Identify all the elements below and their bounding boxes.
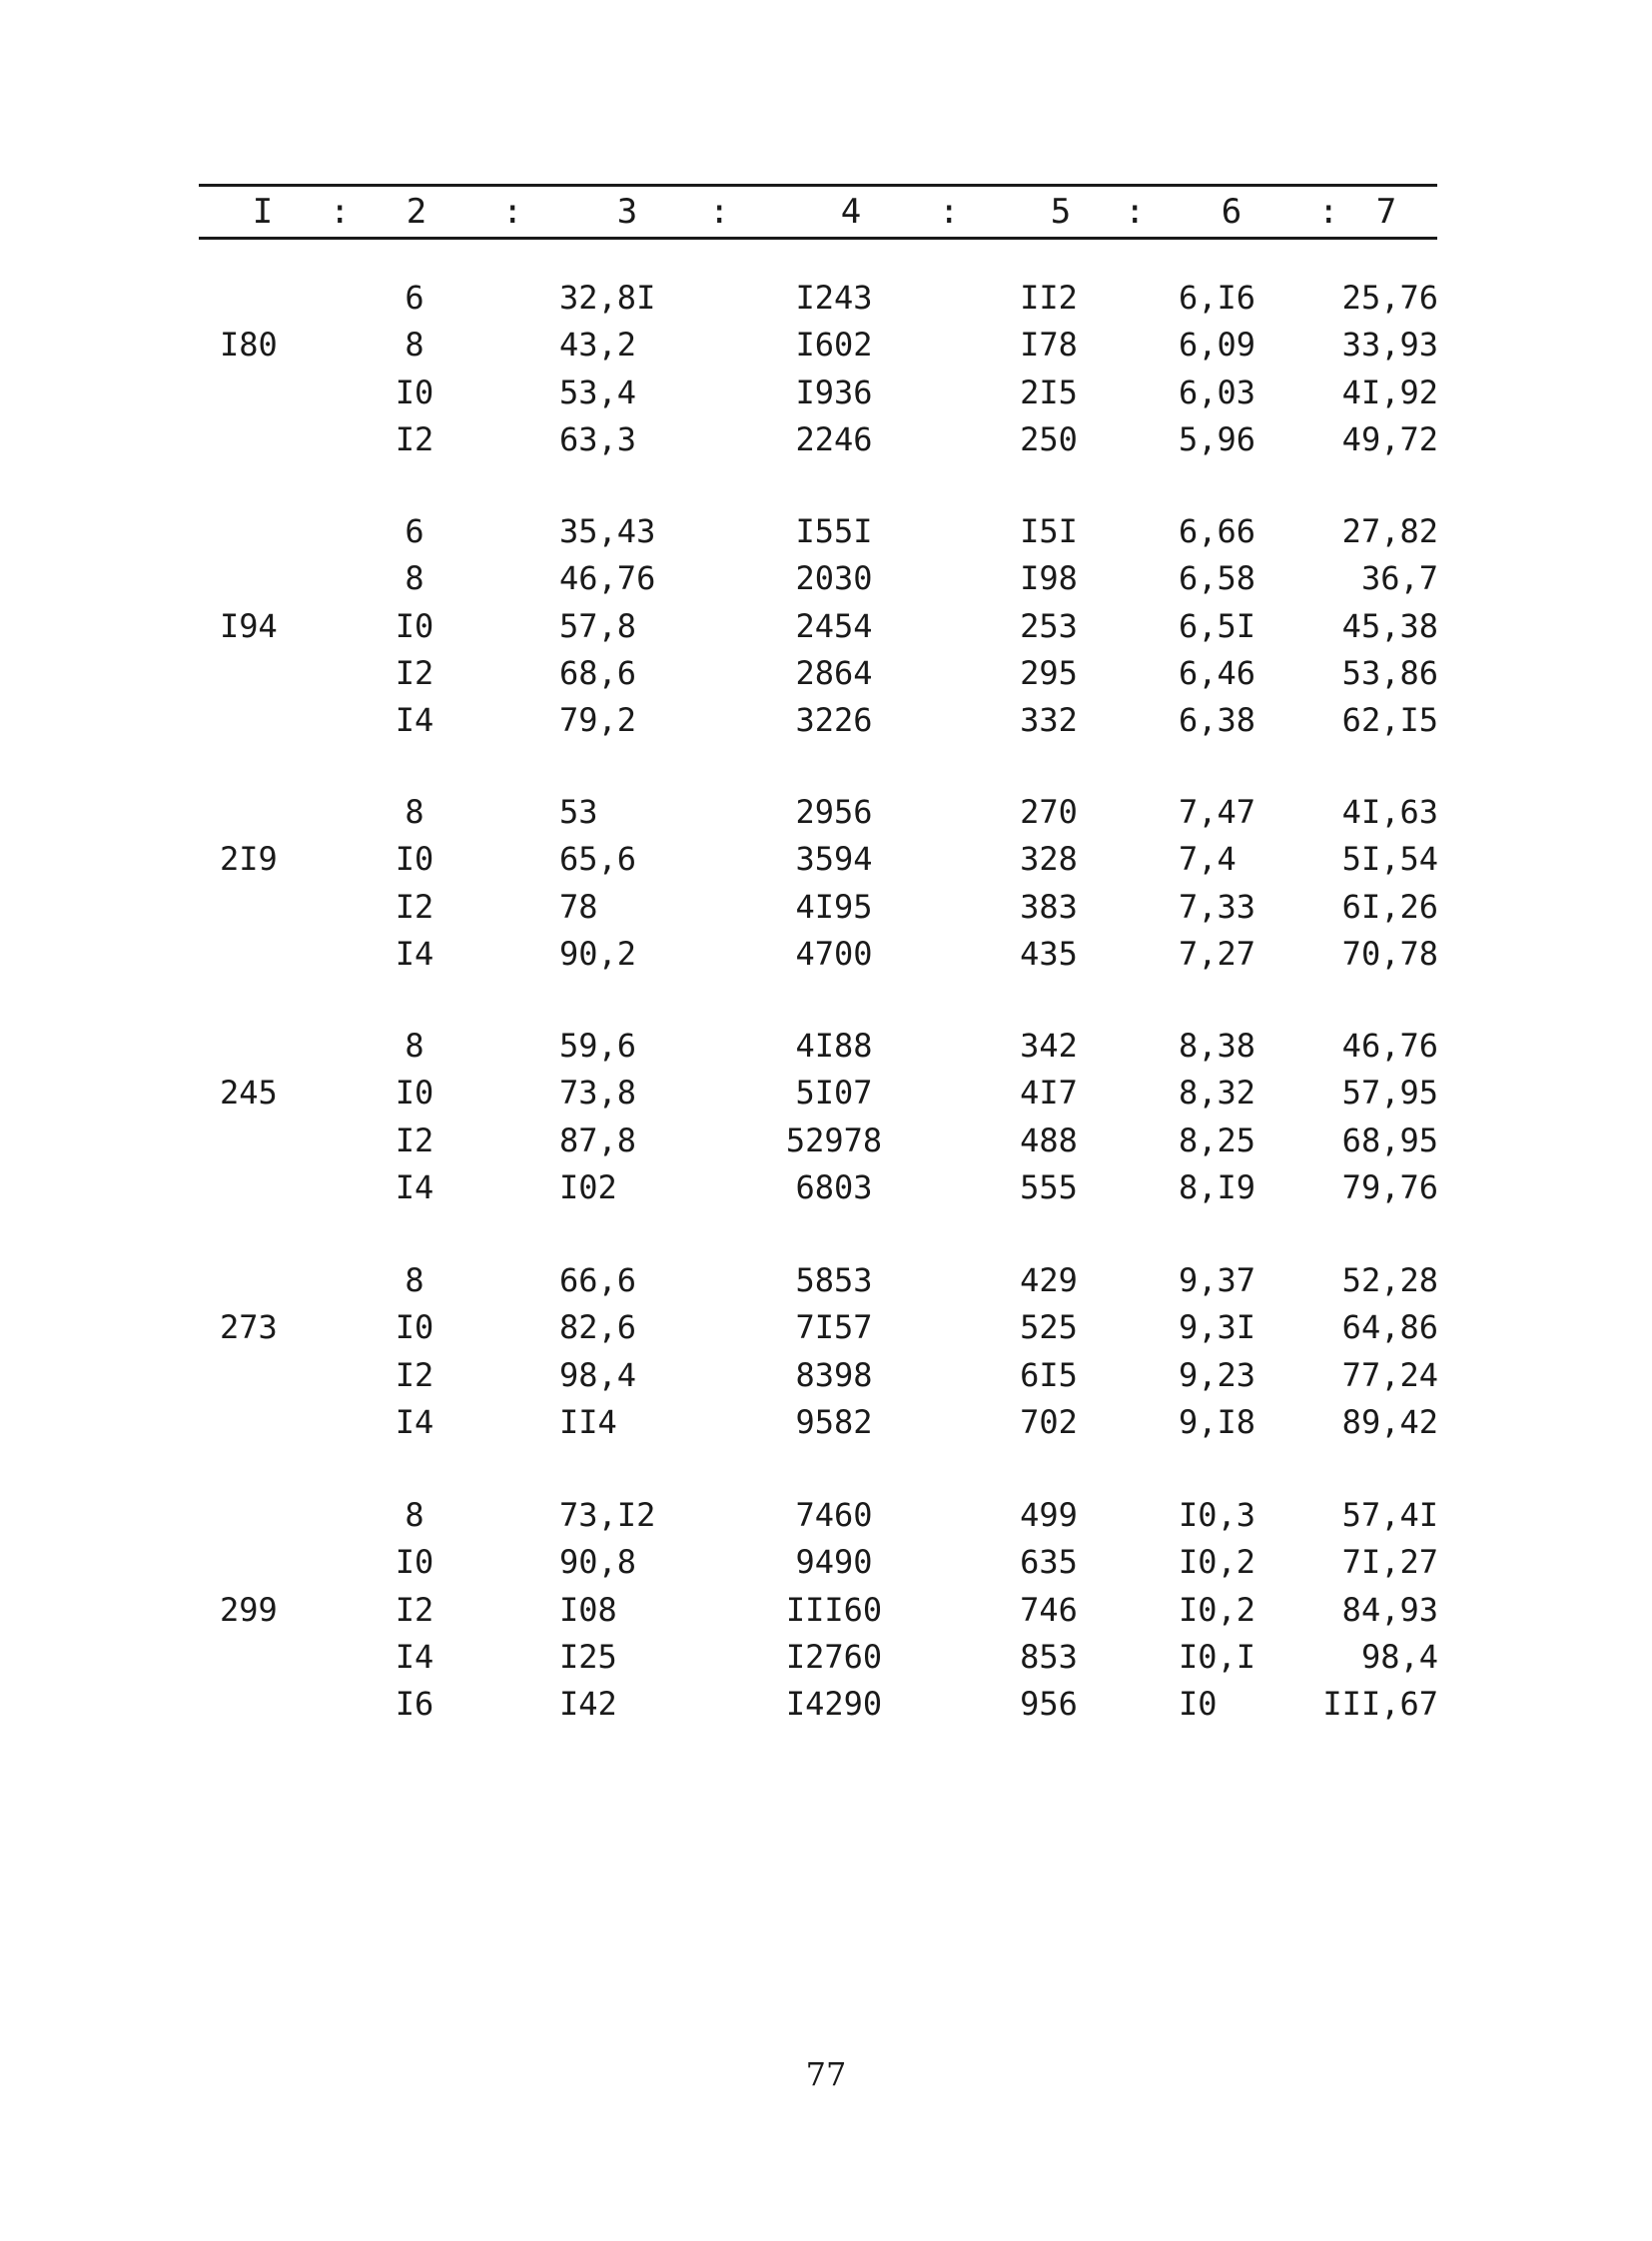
table-cell-col-5: 250 (1020, 419, 1078, 458)
table-cell-col-4: 4700 (795, 934, 873, 973)
table-header-rule (199, 237, 1437, 240)
header-col-1: I (252, 192, 274, 232)
table-cell-col-2: I0 (395, 1543, 434, 1582)
group-label: I94 (220, 606, 278, 645)
table-cell-col-6: I0 (1179, 1685, 1218, 1724)
table-cell-col-6: I0,I (1179, 1637, 1256, 1676)
table-cell-col-4: I602 (795, 326, 873, 365)
header-separator: : (502, 192, 523, 232)
table-cell-col-2: I6 (395, 1685, 434, 1724)
table-cell-col-6: 8,38 (1179, 1027, 1256, 1065)
table-cell-col-2: 8 (405, 1027, 424, 1065)
table-cell-col-5: 525 (1020, 1308, 1078, 1347)
table-cell-col-3: I08 (559, 1590, 617, 1629)
table-cell-col-2: I4 (395, 701, 434, 740)
table-cell-col-2: 8 (405, 793, 424, 831)
header-separator: : (330, 192, 351, 232)
table-cell-col-5: 956 (1020, 1685, 1078, 1724)
header-col-3: 3 (616, 192, 638, 232)
table-cell-col-7: 70,78 (1341, 934, 1438, 973)
table-cell-col-5: 853 (1020, 1637, 1078, 1676)
table-cell-col-6: 6,38 (1179, 701, 1256, 740)
table-cell-col-5: 488 (1020, 1120, 1078, 1159)
table-cell-col-4: 8398 (795, 1355, 873, 1394)
table-cell-col-4: III60 (785, 1590, 883, 1629)
table-cell-col-4: I936 (795, 373, 873, 411)
table-cell-col-3: 98,4 (559, 1355, 637, 1394)
table-cell-col-5: 746 (1020, 1590, 1078, 1629)
table-cell-col-7: 98,4 (1360, 1637, 1438, 1676)
table-cell-col-2: I2 (395, 1120, 434, 1159)
table-cell-col-6: 5,96 (1179, 419, 1256, 458)
table-cell-col-7: 53,86 (1341, 653, 1438, 692)
table-cell-col-4: I55I (795, 512, 873, 550)
group-label: I80 (220, 326, 278, 365)
table-cell-col-5: 429 (1020, 1261, 1078, 1299)
table-cell-col-4: 9490 (795, 1543, 873, 1582)
table-cell-col-3: 53,4 (559, 373, 637, 411)
table-top-rule (199, 184, 1437, 187)
table-cell-col-7: 6I,26 (1341, 887, 1438, 926)
table-cell-col-3: I42 (559, 1685, 617, 1724)
table-cell-col-7: III,67 (1322, 1685, 1438, 1724)
table-cell-col-2: 6 (405, 512, 424, 550)
table-cell-col-6: 8,25 (1179, 1120, 1256, 1159)
table-cell-col-3: 59,6 (559, 1027, 637, 1065)
table-cell-col-6: 8,I9 (1179, 1167, 1256, 1206)
table-cell-col-4: I2760 (785, 1637, 883, 1676)
table-cell-col-2: 8 (405, 1496, 424, 1534)
table-cell-col-3: 82,6 (559, 1308, 637, 1347)
table-cell-col-3: 78 (559, 887, 598, 926)
table-cell-col-3: 46,76 (559, 559, 656, 598)
header-col-4: 4 (840, 192, 862, 232)
table-cell-col-2: I4 (395, 934, 434, 973)
table-cell-col-7: 46,76 (1341, 1027, 1438, 1065)
group-label: 273 (220, 1308, 278, 1347)
table-cell-col-7: 4I,63 (1341, 793, 1438, 831)
table-cell-col-4: 2246 (795, 419, 873, 458)
table-cell-col-4: 2864 (795, 653, 873, 692)
table-cell-col-2: I4 (395, 1637, 434, 1676)
table-cell-col-2: I0 (395, 373, 434, 411)
table-cell-col-5: 6I5 (1020, 1355, 1078, 1394)
header-separator: : (939, 192, 960, 232)
table-cell-col-3: 90,2 (559, 934, 637, 973)
table-cell-col-6: 7,33 (1179, 887, 1256, 926)
table-cell-col-7: 57,4I (1341, 1496, 1438, 1534)
table-cell-col-3: 90,8 (559, 1543, 637, 1582)
table-cell-col-5: 555 (1020, 1167, 1078, 1206)
table-cell-col-6: 6,46 (1179, 653, 1256, 692)
table-cell-col-2: I4 (395, 1167, 434, 1206)
table-cell-col-3: I02 (559, 1167, 617, 1206)
table-cell-col-5: 4I7 (1020, 1074, 1078, 1113)
table-cell-col-5: I5I (1020, 512, 1078, 550)
header-separator: : (1125, 192, 1146, 232)
table-cell-col-2: I0 (395, 606, 434, 645)
table-cell-col-3: 65,6 (559, 840, 637, 879)
table-cell-col-2: I2 (395, 419, 434, 458)
table-cell-col-7: 64,86 (1341, 1308, 1438, 1347)
group-label: 299 (220, 1590, 278, 1629)
table-cell-col-6: 6,5I (1179, 606, 1256, 645)
table-cell-col-3: 53 (559, 793, 598, 831)
table-cell-col-5: II2 (1020, 279, 1078, 317)
page-number: 77 (805, 2055, 847, 2093)
table-cell-col-7: 68,95 (1341, 1120, 1438, 1159)
table-cell-col-2: 8 (405, 559, 424, 598)
table-cell-col-2: I0 (395, 1308, 434, 1347)
table-cell-col-7: 4I,92 (1341, 373, 1438, 411)
table-cell-col-5: 253 (1020, 606, 1078, 645)
table-cell-col-6: 6,58 (1179, 559, 1256, 598)
group-label: 245 (220, 1074, 278, 1113)
table-cell-col-2: I2 (395, 1590, 434, 1629)
table-cell-col-6: 9,23 (1179, 1355, 1256, 1394)
table-cell-col-6: I0,2 (1179, 1543, 1256, 1582)
table-cell-col-5: 635 (1020, 1543, 1078, 1582)
table-cell-col-2: 8 (405, 326, 424, 365)
table-cell-col-3: 68,6 (559, 653, 637, 692)
table-cell-col-6: 6,66 (1179, 512, 1256, 550)
table-cell-col-5: 2I5 (1020, 373, 1078, 411)
table-cell-col-6: I0,3 (1179, 1496, 1256, 1534)
table-cell-col-5: 270 (1020, 793, 1078, 831)
table-cell-col-7: 89,42 (1341, 1402, 1438, 1441)
table-cell-col-5: 383 (1020, 887, 1078, 926)
table-cell-col-7: 57,95 (1341, 1074, 1438, 1113)
table-cell-col-6: 9,3I (1179, 1308, 1256, 1347)
table-cell-col-3: I25 (559, 1637, 617, 1676)
table-cell-col-4: 7460 (795, 1496, 873, 1534)
table-cell-col-7: 62,I5 (1341, 701, 1438, 740)
table-cell-col-3: 73,8 (559, 1074, 637, 1113)
table-cell-col-2: I0 (395, 840, 434, 879)
table-cell-col-7: 84,93 (1341, 1590, 1438, 1629)
table-cell-col-5: 435 (1020, 934, 1078, 973)
table-cell-col-4: 5853 (795, 1261, 873, 1299)
table-cell-col-4: 6803 (795, 1167, 873, 1206)
table-cell-col-4: I243 (795, 279, 873, 317)
table-cell-col-4: 4I88 (795, 1027, 873, 1065)
table-cell-col-6: 8,32 (1179, 1074, 1256, 1113)
table-cell-col-4: 2030 (795, 559, 873, 598)
table-cell-col-5: 332 (1020, 701, 1078, 740)
table-cell-col-2: I0 (395, 1074, 434, 1113)
table-cell-col-3: 43,2 (559, 326, 637, 365)
table-cell-col-6: 9,I8 (1179, 1402, 1256, 1441)
table-cell-col-7: 33,93 (1341, 326, 1438, 365)
header-separator: : (709, 192, 730, 232)
table-cell-col-7: 79,76 (1341, 1167, 1438, 1206)
table-cell-col-4: 4I95 (795, 887, 873, 926)
table-cell-col-6: 7,4 (1179, 840, 1237, 879)
table-cell-col-5: 702 (1020, 1402, 1078, 1441)
table-cell-col-4: 5I07 (795, 1074, 873, 1113)
table-cell-col-6: I0,2 (1179, 1590, 1256, 1629)
table-cell-col-2: I2 (395, 653, 434, 692)
table-cell-col-4: 2956 (795, 793, 873, 831)
table-cell-col-6: 6,03 (1179, 373, 1256, 411)
table-cell-col-4: 52978 (785, 1120, 883, 1159)
table-cell-col-7: 45,38 (1341, 606, 1438, 645)
header-col-7: 7 (1375, 192, 1397, 232)
table-cell-col-2: I4 (395, 1402, 434, 1441)
table-cell-col-7: 25,76 (1341, 279, 1438, 317)
table-cell-col-4: 2454 (795, 606, 873, 645)
table-cell-col-6: 7,27 (1179, 934, 1256, 973)
table-cell-col-2: 8 (405, 1261, 424, 1299)
table-cell-col-3: 73,I2 (559, 1496, 656, 1534)
table-cell-col-7: 27,82 (1341, 512, 1438, 550)
header-col-6: 6 (1221, 192, 1242, 232)
table-cell-col-3: 63,3 (559, 419, 637, 458)
table-cell-col-4: 3226 (795, 701, 873, 740)
table-cell-col-2: 6 (405, 279, 424, 317)
table-cell-col-5: I98 (1020, 559, 1078, 598)
table-cell-col-4: 3594 (795, 840, 873, 879)
table-cell-col-3: 87,8 (559, 1120, 637, 1159)
table-cell-col-4: I4290 (785, 1685, 883, 1724)
table-cell-col-2: I2 (395, 1355, 434, 1394)
table-cell-col-6: 6,I6 (1179, 279, 1256, 317)
table-cell-col-3: 57,8 (559, 606, 637, 645)
table-cell-col-3: 35,43 (559, 512, 656, 550)
table-cell-col-3: 32,8I (559, 279, 656, 317)
table-header-row (0, 192, 1652, 232)
table-cell-col-3: II4 (559, 1402, 617, 1441)
table-cell-col-5: 499 (1020, 1496, 1078, 1534)
table-cell-col-7: 77,24 (1341, 1355, 1438, 1394)
header-col-2: 2 (406, 192, 427, 232)
table-cell-col-6: 9,37 (1179, 1261, 1256, 1299)
table-cell-col-7: 52,28 (1341, 1261, 1438, 1299)
table-cell-col-7: 7I,27 (1341, 1543, 1438, 1582)
table-cell-col-7: 49,72 (1341, 419, 1438, 458)
table-cell-col-5: 328 (1020, 840, 1078, 879)
table-cell-col-5: I78 (1020, 326, 1078, 365)
table-cell-col-5: 295 (1020, 653, 1078, 692)
table-cell-col-3: 66,6 (559, 1261, 637, 1299)
table-cell-col-5: 342 (1020, 1027, 1078, 1065)
table-cell-col-4: 7I57 (795, 1308, 873, 1347)
table-cell-col-3: 79,2 (559, 701, 637, 740)
table-cell-col-6: 7,47 (1179, 793, 1256, 831)
table-cell-col-6: 6,09 (1179, 326, 1256, 365)
header-col-5: 5 (1050, 192, 1072, 232)
table-cell-col-7: 5I,54 (1341, 840, 1438, 879)
group-label: 2I9 (220, 840, 278, 879)
table-cell-col-2: I2 (395, 887, 434, 926)
header-separator: : (1318, 192, 1339, 232)
table-cell-col-4: 9582 (795, 1402, 873, 1441)
table-cell-col-7: 36,7 (1360, 559, 1438, 598)
